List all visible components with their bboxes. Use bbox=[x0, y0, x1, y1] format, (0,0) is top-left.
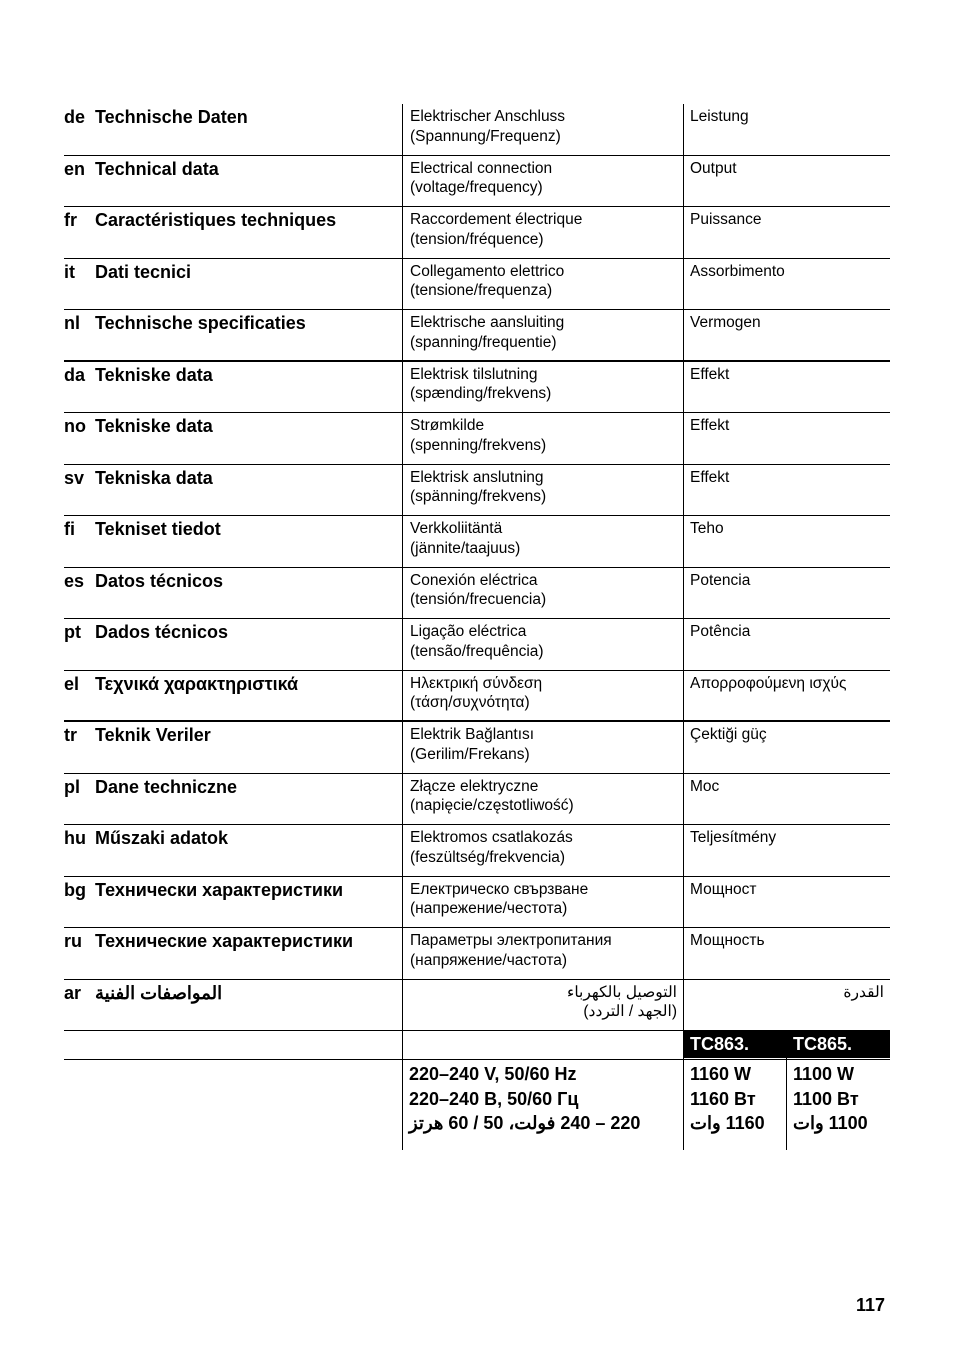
section-title: Dane techniczne bbox=[95, 776, 238, 797]
language-code: no bbox=[64, 416, 86, 436]
section-title-cell bbox=[64, 362, 402, 386]
connection-sublabel: (spänning/frekvens) bbox=[410, 488, 547, 505]
power-label: Çektiği güç bbox=[690, 726, 767, 743]
connection-cell bbox=[402, 259, 683, 310]
connection-sublabel: (spanning/frequentie) bbox=[410, 333, 557, 351]
language-code: hu bbox=[64, 828, 86, 848]
power-cell bbox=[683, 568, 890, 619]
connection-label: Параметры электропитания bbox=[410, 932, 612, 949]
section-title: Технические характеристики bbox=[95, 931, 354, 951]
page-number: 117 bbox=[856, 1295, 886, 1315]
power-cell bbox=[683, 722, 890, 773]
language-code: de bbox=[64, 107, 86, 127]
language-code: nl bbox=[64, 313, 80, 333]
language-code: sv bbox=[64, 467, 85, 488]
language-code: el bbox=[64, 673, 80, 694]
table-row bbox=[64, 259, 890, 311]
power-label: Potência bbox=[690, 623, 751, 640]
section-title: Caractéristiques techniques bbox=[95, 210, 337, 230]
section-title: Технически характеристики bbox=[95, 879, 344, 900]
connection-cell bbox=[402, 619, 683, 670]
language-code: en bbox=[64, 158, 86, 179]
voltage-values bbox=[409, 1062, 640, 1136]
connection-label: التوصيل بالكهرباء bbox=[567, 983, 677, 1001]
connection-cell bbox=[402, 465, 683, 516]
connection-label: Collegamento elettrico bbox=[410, 262, 565, 280]
power-label: Vermogen bbox=[690, 314, 761, 331]
section-title: Műszaki adatok bbox=[95, 828, 229, 848]
connection-label: Elektromos csatlakozás bbox=[410, 829, 573, 846]
language-code: tr bbox=[64, 725, 77, 745]
section-title: Teknik Veriler bbox=[95, 725, 211, 745]
power-label: Effekt bbox=[690, 365, 730, 383]
section-title-cell bbox=[64, 928, 402, 952]
table-row bbox=[64, 207, 890, 259]
section-title: Tekniske data bbox=[95, 364, 213, 385]
section-title: Technische Daten bbox=[95, 107, 248, 127]
power-cell bbox=[683, 774, 890, 825]
language-code: it bbox=[64, 261, 75, 282]
connection-cell bbox=[402, 310, 683, 360]
connection-label: Raccordement électrique bbox=[410, 211, 583, 228]
power-value: 1100 W bbox=[793, 1064, 855, 1084]
model-label-tc863: TC863. bbox=[684, 1031, 786, 1058]
connection-cell bbox=[402, 671, 683, 721]
power-cell bbox=[683, 671, 890, 721]
table-row bbox=[64, 516, 890, 568]
connection-label: Elektrisk anslutning bbox=[410, 468, 544, 486]
connection-label: Електрическо свързване bbox=[410, 880, 589, 898]
section-title-cell bbox=[64, 310, 402, 334]
table-row bbox=[64, 568, 890, 620]
connection-cell bbox=[402, 774, 683, 825]
language-code: pl bbox=[64, 776, 80, 797]
section-title-cell bbox=[64, 207, 402, 231]
power-label: القدرة bbox=[843, 983, 884, 1001]
section-title-cell bbox=[64, 516, 402, 540]
table-row bbox=[64, 671, 890, 723]
power-cell bbox=[683, 465, 890, 516]
divider bbox=[402, 1031, 403, 1059]
voltage-line: 220 – 240 فولت، 50 / 60 هرتز bbox=[409, 1113, 641, 1133]
section-title-cell bbox=[64, 722, 402, 746]
power-cell bbox=[683, 104, 890, 155]
connection-label: Strømkilde bbox=[410, 417, 485, 434]
power-label: Output bbox=[690, 159, 737, 177]
connection-cell bbox=[402, 516, 683, 567]
power-label: Teljesítmény bbox=[690, 829, 777, 846]
section-title-cell bbox=[64, 619, 402, 643]
power-label: Απορροφούμενη ισχύς bbox=[690, 674, 847, 692]
language-code: ar bbox=[64, 982, 82, 1003]
power-cell bbox=[683, 310, 890, 360]
connection-cell bbox=[402, 156, 683, 207]
model-label-tc865: TC865. bbox=[787, 1031, 890, 1058]
section-title: Tekniset tiedot bbox=[95, 519, 221, 539]
table-row bbox=[64, 980, 890, 1032]
divider bbox=[402, 1060, 403, 1150]
power-label: Effekt bbox=[690, 417, 730, 434]
connection-sublabel: (jännite/taajuus) bbox=[410, 539, 521, 557]
power-cell bbox=[683, 619, 890, 670]
power-label: Мощност bbox=[690, 880, 757, 898]
section-title: Dati tecnici bbox=[95, 261, 192, 282]
connection-sublabel: (الجهد / التردد) bbox=[583, 1003, 677, 1020]
power-label: Мощность bbox=[690, 932, 765, 949]
divider bbox=[786, 1060, 787, 1150]
connection-label: Ligação eléctrica bbox=[410, 623, 527, 640]
connection-label: Elektrische aansluiting bbox=[410, 314, 565, 331]
power-value: 1160 وات bbox=[690, 1113, 765, 1133]
section-title-cell bbox=[64, 671, 402, 695]
connection-sublabel: (tension/fréquence) bbox=[410, 230, 544, 248]
language-code: da bbox=[64, 364, 86, 385]
connection-sublabel: (spenning/frekvens) bbox=[410, 436, 547, 454]
table-row bbox=[64, 156, 890, 208]
connection-cell bbox=[402, 362, 683, 413]
connection-label: Verkkoliitäntä bbox=[410, 520, 503, 537]
section-title: Τεχνικά χαρακτηριστικά bbox=[95, 673, 299, 694]
tc863-power-values bbox=[690, 1062, 765, 1136]
connection-sublabel: (tensão/frequência) bbox=[410, 642, 544, 660]
section-title: Dados técnicos bbox=[95, 622, 229, 642]
section-title-cell bbox=[64, 259, 402, 283]
power-label: Assorbimento bbox=[690, 262, 785, 280]
power-label: Effekt bbox=[690, 468, 730, 486]
power-cell bbox=[683, 207, 890, 258]
table-row bbox=[64, 413, 890, 465]
section-title-cell bbox=[64, 568, 402, 592]
connection-label: Elektrisk tilslutning bbox=[410, 365, 538, 383]
connection-sublabel: (spænding/frekvens) bbox=[410, 385, 552, 402]
power-cell bbox=[683, 362, 890, 413]
section-title: Tekniske data bbox=[95, 416, 213, 436]
connection-sublabel: (feszültség/frekvencia) bbox=[410, 848, 566, 866]
tc865-power-values bbox=[793, 1062, 868, 1136]
connection-sublabel: (напряжение/частота) bbox=[410, 951, 568, 969]
section-title-cell bbox=[64, 104, 402, 128]
section-title-cell bbox=[64, 465, 402, 489]
connection-label: Conexión eléctrica bbox=[410, 571, 538, 589]
connection-sublabel: (tensione/frequenza) bbox=[410, 282, 553, 299]
connection-cell bbox=[402, 722, 683, 773]
power-cell bbox=[683, 825, 890, 876]
power-cell bbox=[683, 516, 890, 567]
table-row bbox=[64, 774, 890, 826]
language-code: pt bbox=[64, 622, 81, 642]
section-title: Datos técnicos bbox=[95, 570, 224, 591]
connection-label: Elektrik Bağlantısı bbox=[410, 726, 535, 743]
power-value: 1160 W bbox=[690, 1064, 752, 1084]
connection-label: Złącze elektryczne bbox=[410, 777, 539, 795]
connection-label: Electrical connection bbox=[410, 159, 553, 177]
table-row bbox=[64, 465, 890, 517]
power-value: 1100 Вт bbox=[793, 1088, 859, 1109]
language-code: es bbox=[64, 570, 85, 591]
power-value: 1100 وات bbox=[793, 1113, 868, 1133]
language-code: fi bbox=[64, 519, 75, 539]
table-row bbox=[64, 877, 890, 929]
connection-sublabel: (voltage/frequency) bbox=[410, 179, 543, 196]
power-label: Leistung bbox=[690, 108, 749, 125]
power-cell bbox=[683, 877, 890, 928]
model-header-row bbox=[64, 1031, 890, 1060]
connection-cell bbox=[402, 980, 683, 1031]
power-label: Teho bbox=[690, 520, 724, 537]
section-title: Tekniska data bbox=[95, 467, 213, 488]
table-row bbox=[64, 825, 890, 877]
power-label: Potencia bbox=[690, 571, 751, 589]
power-cell bbox=[683, 413, 890, 464]
table-row bbox=[64, 362, 890, 414]
connection-label: Elektrischer Anschluss bbox=[410, 108, 566, 125]
power-cell bbox=[683, 156, 890, 207]
section-title-cell bbox=[64, 825, 402, 849]
voltage-line: 220–240 V, 50/60 Hz bbox=[409, 1064, 577, 1084]
table-row bbox=[64, 928, 890, 980]
connection-label: Ηλεκτρική σύνδεση bbox=[410, 674, 543, 692]
table-row bbox=[64, 722, 890, 774]
values-row bbox=[64, 1060, 890, 1150]
connection-cell bbox=[402, 207, 683, 258]
section-title: Technische specificaties bbox=[95, 313, 306, 333]
language-code: bg bbox=[64, 879, 86, 900]
section-title: المواصفات الفنية bbox=[95, 982, 223, 1003]
power-label: Moc bbox=[690, 777, 720, 795]
section-title-cell bbox=[64, 980, 402, 1004]
power-cell bbox=[683, 928, 890, 979]
connection-sublabel: (tensión/frecuencia) bbox=[410, 591, 547, 608]
table-row bbox=[64, 104, 890, 156]
connection-cell bbox=[402, 104, 683, 155]
power-value: 1160 Вт bbox=[690, 1088, 756, 1109]
section-title: Technical data bbox=[95, 158, 219, 179]
connection-cell bbox=[402, 877, 683, 928]
connection-sublabel: (напрежение/честота) bbox=[410, 900, 568, 917]
connection-sublabel: (Spannung/Frequenz) bbox=[410, 127, 561, 145]
connection-cell bbox=[402, 413, 683, 464]
table-row bbox=[64, 619, 890, 671]
language-code: ru bbox=[64, 931, 82, 951]
connection-sublabel: (τάση/συχνότητα) bbox=[410, 694, 530, 711]
section-title-cell bbox=[64, 774, 402, 798]
power-cell bbox=[683, 259, 890, 310]
connection-cell bbox=[402, 568, 683, 619]
section-title-cell bbox=[64, 877, 402, 901]
power-cell bbox=[683, 980, 890, 1031]
connection-cell bbox=[402, 928, 683, 979]
tech-data-table bbox=[64, 104, 890, 1031]
power-label: Puissance bbox=[690, 211, 762, 228]
connection-sublabel: (napięcie/częstotliwość) bbox=[410, 797, 574, 814]
connection-cell bbox=[402, 825, 683, 876]
section-title-cell bbox=[64, 156, 402, 180]
divider bbox=[683, 1060, 684, 1150]
voltage-line: 220–240 В, 50/60 Гц bbox=[409, 1088, 579, 1109]
language-code: fr bbox=[64, 210, 77, 230]
section-title-cell bbox=[64, 413, 402, 437]
connection-sublabel: (Gerilim/Frekans) bbox=[410, 745, 530, 763]
table-row bbox=[64, 310, 890, 362]
